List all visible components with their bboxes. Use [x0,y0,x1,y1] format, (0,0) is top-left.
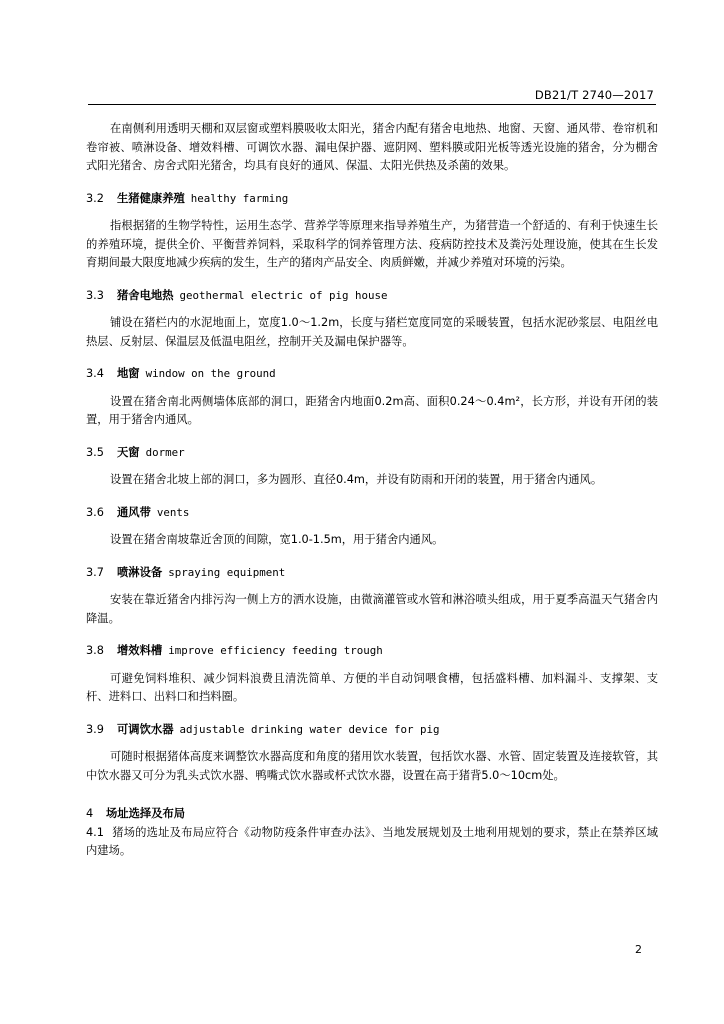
term-english: dormer [145,445,185,459]
section-paragraph: 铺设在猪栏内的水泥地面上，宽度1.0～1.2m，长度与猪栏宽度同宽的采暖装置，包括水泥砂浆层、电阻丝电热层、反射层、保温层及低温电阻丝，控制开关及漏电保护器等。 [86,316,658,348]
term-chinese: 可调饮水器 [117,722,174,736]
term-chinese: 通风带 [117,505,151,519]
term-chinese: 猪舍电地热 [117,288,174,302]
section-paragraph: 设置在猪舍南坡靠近舍顶的间隙，宽1.0-1.5m，用于猪舍内通风。 [110,533,444,546]
section-number: 4 [86,807,94,820]
term-chinese: 天窗 [117,445,140,459]
section-paragraph: 设置在猪舍北坡上部的洞口，多为圆形、直径0.4m，并设有防雨和开闭的装置，用于猪舍内通风。 [110,473,603,486]
term-english: geothermal electric of pig house [179,288,388,302]
section-4-1-paragraph [86,824,658,861]
section-title: 场址选择及布局 [106,807,186,820]
section-heading [86,365,658,384]
section-number: 3.3 [86,288,104,302]
standard-code: DB21/T 2740—2017 [534,88,654,102]
term-english: adjustable drinking water device for pig [179,722,440,736]
section-heading [86,504,658,523]
content-body [86,120,658,861]
term-english: vents [156,505,190,519]
section-number: 3.6 [86,505,104,519]
term-english: improve efficiency feeding trough [168,644,383,657]
section-paragraph: 安装在靠近猪舍内排污沟一侧上方的洒水设施，由微滴灌管或水管和淋浴喷头组成，用于夏季高温天气猪舍内降温。 [86,593,658,625]
section-paragraph: 可随时根据猪体高度来调整饮水器高度和角度的猪用饮水装置，包括饮水器、水管、固定装置及连接软管，其中饮水器又可分为乳头式饮水器、鸭嘴式饮水器或杯式饮水器，设置在高于猪背5.0～10cm处。 [86,750,658,782]
section-4-heading [86,805,658,824]
term-english: spraying equipment [168,565,286,579]
clause-text: 猪场的选址及布局应符合《动物防疫条件审查办法》、当地发展规划及土地利用规划的要求，禁止在禁养区域内建场。 [86,825,658,857]
section-number: 3.2 [86,191,104,205]
term-english: window on the ground [145,367,276,380]
term-chinese: 喷淋设备 [117,565,163,579]
definition-sections [86,190,658,786]
term-chinese: 生猪健康养殖 [117,191,185,205]
header-rule [88,104,656,105]
section-paragraph: 指根据猪的生物学特性，运用生态学、营养学等原理来指导养殖生产，为猪营造一个舒适的、有利于快速生长的养殖环境，提供全价、平衡营养饲料，采取科学的饲养管理方法、疫病防控技术及粪污处理设施，使其在生长发育期间最大限度地减少疾病的发生，生产的猪肉产品安全、肉质鲜嫩，并减少养殖对环境的污染。 [86,219,658,269]
term-chinese: 增效料槽 [117,644,163,657]
section-heading [86,721,658,740]
section-heading [86,287,658,306]
intro-paragraph: 在南侧利用透明天棚和双层窗或塑料膜吸收太阳光，猪舍内配有猪舍电地热、地窗、天窗、通风带、卷帘机和卷帘被、喷淋设备、增效料槽、可调饮水器、漏电保护器、遮阴网、塑料膜或阳光板等透光设施的猪舍，分为棚舍式阳光猪舍、房舍式阳光猪舍，均具有良好的通风、保温、太阳光供热及杀菌的效果。 [86,122,658,172]
section-number: 3.8 [86,644,104,657]
section-number: 3.9 [86,722,104,736]
section-number: 3.5 [86,445,104,459]
section-heading [86,642,658,661]
section-number: 3.7 [86,565,104,579]
term-chinese: 地窗 [117,367,140,380]
page-number: 2 [635,943,642,956]
term-english: healthy farming [190,191,289,205]
clause-number: 4.1 [86,825,104,839]
section-heading [86,190,658,209]
section-paragraph: 设置在猪舍南北两侧墙体底部的洞口，距猪舍内地面0.2m高、面积0.24～0.4m²，长方形，并设有开闭的装置，用于猪舍内通风。 [86,394,658,426]
section-heading [86,444,658,463]
section-number: 3.4 [86,367,104,380]
section-paragraph: 可避免饲料堆积、减少饲料浪费且清洗简单、方便的半自动饲喂食槽，包括盛料槽、加料漏斗、支撑架、支杆、进料口、出料口和挡料圈。 [86,671,658,703]
section-heading [86,564,658,583]
